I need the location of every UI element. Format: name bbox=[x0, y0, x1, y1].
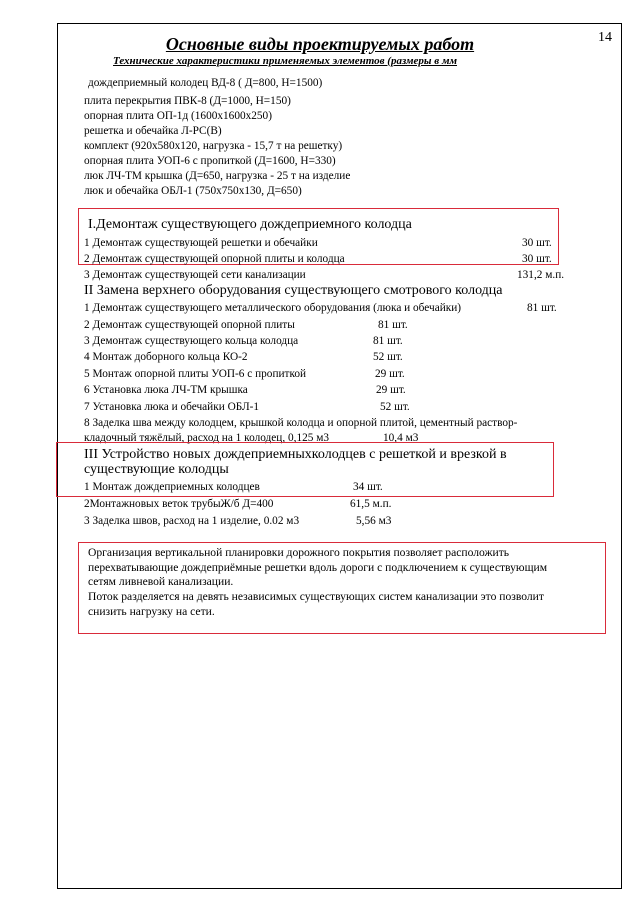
section-3-item-qty: 61,5 м.п. bbox=[350, 498, 392, 510]
section-2-item: 4 Монтаж доборного кольца КО-2 bbox=[84, 351, 248, 363]
note-line: снизить нагрузку на сети. bbox=[88, 604, 215, 618]
spec-line: дождеприемный колодец ВД-8 ( Д=800, Н=1500) bbox=[88, 77, 323, 89]
spec-line: плита перекрытия ПВК-8 (Д=1000, Н=150) bbox=[84, 95, 291, 107]
section-2-item: 2 Демонтаж существующей опорной плиты bbox=[84, 319, 295, 331]
section-2-item-qty: 81 шт. bbox=[527, 302, 557, 314]
section-2-item: 8 Заделка шва между колодцем, крышкой колодца и опорной плитой, цементный раствор- bbox=[84, 417, 518, 429]
section-2-item: 7 Установка люка и обечайки ОБЛ-1 bbox=[84, 401, 260, 413]
section-2-item: 5 Монтаж опорной плиты УОП-6 с пропиткой bbox=[84, 368, 307, 380]
section-2-item: кладочный тяжёлый, расход на 1 колодец, 0,125 м3 bbox=[84, 432, 330, 444]
note-line: Организация вертикальной планировки дорожного покрытия позволяет расположить bbox=[88, 546, 510, 559]
section-3-item: 1 Монтаж дождеприемных колодцев bbox=[84, 481, 260, 493]
section-2-item: 1 Демонтаж существующего металлического оборудования (люка и обечайки) bbox=[84, 302, 462, 314]
spec-line: опорная плита УОП-6 с пропиткой (Д=1600, Н=330) bbox=[84, 155, 336, 167]
section-2-item: 3 Демонтаж существующего кольца колодца bbox=[84, 335, 299, 347]
spec-line: люк и обечайка ОБЛ-1 (750х750х130, Д=650) bbox=[84, 185, 302, 197]
section-3-item: 2Монтажновых веток трубыЖ/б Д=400 bbox=[84, 498, 274, 510]
page-number: 14 bbox=[598, 30, 612, 45]
section-2-item: 6 Установка люка ЛЧ-ТМ крышка bbox=[84, 384, 248, 396]
section-2-item-qty: 52 шт. bbox=[380, 401, 410, 413]
page-title: Основные виды проектируемых работ bbox=[165, 34, 475, 54]
section-3-heading: существующие колодцы bbox=[84, 462, 229, 477]
note-line: Поток разделяется на девять независимых существующих систем канализации это позволит bbox=[88, 590, 544, 604]
spec-line: опорная плита ОП-1д (1600х1600х250) bbox=[84, 110, 272, 122]
section-3-item-qty: 5,56 м3 bbox=[356, 515, 392, 527]
section-1-item: 2 Демонтаж существующей опорной плиты и колодца bbox=[84, 253, 345, 265]
note-text bbox=[88, 546, 608, 620]
section-2-item-qty: 29 шт. bbox=[376, 384, 406, 396]
section-1-item: 1 Демонтаж существующей решетки и обечайки bbox=[84, 237, 318, 249]
section-2-heading: II Замена верхнего оборудования существующего смотрового колодца bbox=[84, 283, 503, 298]
note-line: перехватывающие дождеприёмные решетки вдоль дороги с подключением к существующим bbox=[88, 560, 548, 574]
spec-line: люк ЛЧ-ТМ крышка (Д=650, нагрузка - 25 т на изделие bbox=[84, 170, 351, 182]
page-subtitle: Технические характеристики применяемых элементов (размеры в мм bbox=[113, 55, 458, 67]
note-line: сетям ливневой канализации. bbox=[88, 575, 234, 589]
section-1-item-qty: 131,2 м.п. bbox=[517, 269, 565, 281]
section-2-item-qty: 81 шт. bbox=[378, 319, 408, 331]
section-2-item-qty: 29 шт. bbox=[375, 368, 405, 380]
spec-line: решетка и обечайка Л-РС(В) bbox=[84, 125, 222, 137]
section-3-item-qty: 34 шт. bbox=[353, 481, 383, 493]
section-1-item: 3 Демонтаж существующей сети канализации bbox=[84, 269, 306, 281]
section-2-item-qty: 52 шт. bbox=[373, 351, 403, 363]
section-2-item-qty: 10,4 м3 bbox=[383, 432, 419, 444]
section-1-item-qty: 30 шт. bbox=[522, 253, 552, 265]
spec-line: комплект (920х580х120, нагрузка - 15,7 т на решетку) bbox=[84, 140, 343, 152]
section-1-item-qty: 30 шт. bbox=[522, 237, 552, 249]
section-1-heading: I.Демонтаж существующего дождеприемного колодца bbox=[88, 217, 412, 232]
section-3-item: 3 Заделка швов, расход на 1 изделие, 0.02 м3 bbox=[84, 515, 300, 527]
section-2-item-qty: 81 шт. bbox=[373, 335, 403, 347]
section-3-heading: III Устройство новых дождеприемныхколодцев с решеткой и врезкой в bbox=[84, 447, 507, 462]
